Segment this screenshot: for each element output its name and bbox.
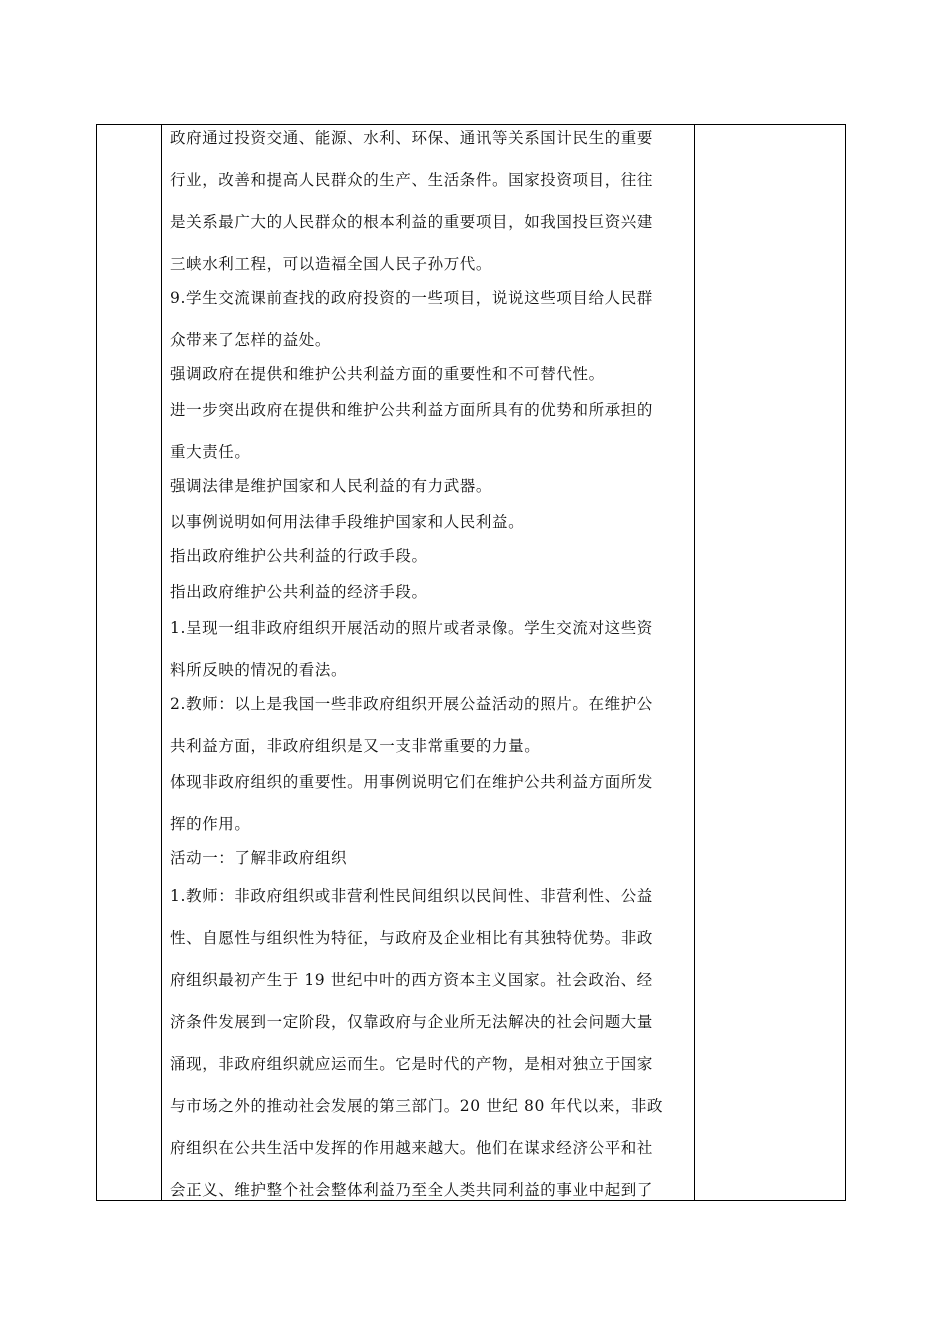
text-line: 与市场之外的推动社会发展的第三部门。20 世纪 80 年代以来，非政 (170, 1097, 664, 1115)
text-line: 重大责任。 (170, 443, 251, 461)
text-line: 强调法律是维护国家和人民利益的有力武器。 (170, 477, 493, 495)
text-line: 料所反映的情况的看法。 (170, 661, 348, 679)
text-line: 活动一：了解非政府组织 (170, 849, 348, 867)
text-line: 进一步突出政府在提供和维护公共利益方面所具有的优势和所承担的 (170, 401, 654, 419)
text-line: 挥的作用。 (170, 815, 251, 833)
text-line: 济条件发展到一定阶段，仅靠政府与企业所无法解决的社会问题大量 (170, 1013, 654, 1031)
text-line: 政府通过投资交通、能源、水利、环保、通讯等关系国计民生的重要 (170, 129, 654, 147)
text-line: 三峡水利工程，可以造福全国人民子孙万代。 (170, 255, 493, 273)
text-line: 众带来了怎样的益处。 (170, 331, 332, 349)
text-line: 府组织最初产生于 19 世纪中叶的西方资本主义国家。社会政治、经 (170, 971, 653, 989)
table-column-divider-right (694, 125, 695, 1200)
text-line: 会正义、维护整个社会整体利益乃至全人类共同利益的事业中起到了 (170, 1181, 654, 1199)
text-line: 以事例说明如何用法律手段维护国家和人民利益。 (170, 513, 525, 531)
text-line: 9.学生交流课前查找的政府投资的一些项目，说说这些项目给人民群 (170, 289, 653, 307)
table-column-divider-left (161, 125, 162, 1200)
text-line: 是关系最广大的人民群众的根本利益的重要项目，如我国投巨资兴建 (170, 213, 654, 231)
text-line: 指出政府维护公共利益的经济手段。 (170, 583, 428, 601)
text-line: 性、自愿性与组织性为特征，与政府及企业相比有其独特优势。非政 (170, 929, 654, 947)
text-line: 涌现，非政府组织就应运而生。它是时代的产物，是相对独立于国家 (170, 1055, 654, 1073)
text-line: 1.教师：非政府组织或非营利性民间组织以民间性、非营利性、公益 (170, 887, 653, 905)
text-line: 体现非政府组织的重要性。用事例说明它们在维护公共利益方面所发 (170, 773, 654, 791)
text-line: 1.呈现一组非政府组织开展活动的照片或者录像。学生交流对这些资 (170, 619, 653, 637)
text-line: 2.教师：以上是我国一些非政府组织开展公益活动的照片。在维护公 (170, 695, 653, 713)
text-line: 强调政府在提供和维护公共利益方面的重要性和不可替代性。 (170, 365, 605, 383)
text-line: 共利益方面，非政府组织是又一支非常重要的力量。 (170, 737, 541, 755)
text-line: 指出政府维护公共利益的行政手段。 (170, 547, 428, 565)
text-line: 行业，改善和提高人民群众的生产、生活条件。国家投资项目，往往 (170, 171, 654, 189)
text-line: 府组织在公共生活中发挥的作用越来越大。他们在谋求经济公平和社 (170, 1139, 654, 1157)
